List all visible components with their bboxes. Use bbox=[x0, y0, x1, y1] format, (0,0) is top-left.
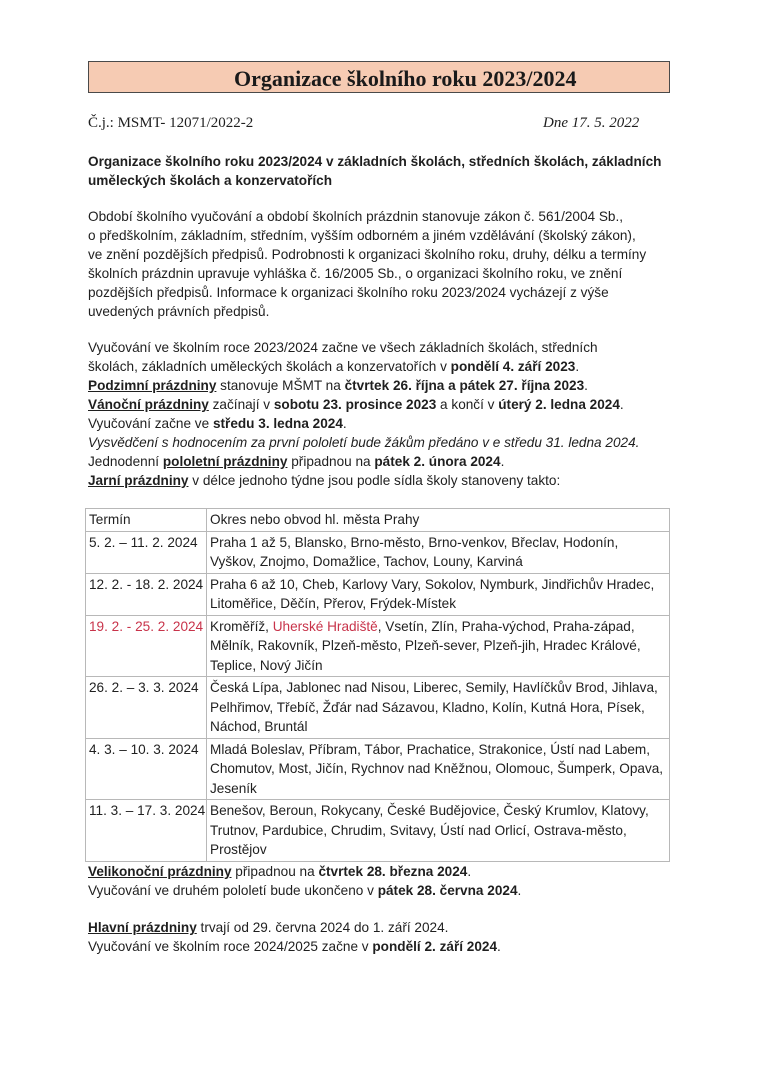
christmas-holidays-label: Vánoční prázdniny bbox=[88, 397, 209, 412]
autumn-holidays-dates: čtvrtek 26. října a pátek 27. října 2023 bbox=[344, 378, 585, 393]
punctuation: . bbox=[497, 939, 501, 954]
document-date: Dne 17. 5. 2022 bbox=[543, 115, 640, 131]
punctuation: . bbox=[619, 397, 624, 412]
districts-cell: Mladá Boleslav, Příbram, Tábor, Prachatice, Strakonice, Ústí nad Labem, Chomutov, Most, Jičín, Rychnov nad Kněžnou, Olomouc, Šumperk, Opava, Jeseník bbox=[207, 738, 670, 800]
punctuation: . bbox=[342, 416, 347, 431]
summer-holidays-text: trvají od 29. června 2024 do 1. září 2024. bbox=[196, 920, 449, 935]
term-end-line bbox=[88, 881, 521, 900]
spring-holidays-table bbox=[85, 508, 670, 862]
intro-line: o předškolním, základním, středním, vyšším odborném a jiném vzdělávání (školský zákon), bbox=[88, 228, 636, 243]
districts-cell: Benešov, Beroun, Rokycany, České Budějovice, Český Krumlov, Klatovy, Trutnov, Pardubice, Chrudim, Svitavy, Ústí nad Orlicí, Ostrava-město, Prostějov bbox=[207, 800, 670, 862]
christmas-text: a končí v bbox=[436, 397, 499, 412]
intro-line: školních prázdnin upravuje vyhláška č. 16/2005 Sb., o organizaci školního roku, ve znění bbox=[88, 266, 623, 281]
term-end-text: Vyučování ve druhém pololetí bude ukončeno v bbox=[88, 883, 378, 898]
term-cell: 11. 3. – 17. 3. 2024 bbox=[86, 800, 207, 862]
half-term-text: připadnou na bbox=[287, 454, 375, 469]
document-title: Organizace školního roku 2023/2024 bbox=[234, 66, 577, 91]
table-row bbox=[86, 800, 670, 862]
spring-holidays-text: v délce jednoho týdne jsou podle sídla školy stanoveny takto: bbox=[188, 473, 561, 488]
districts-cell: Praha 6 až 10, Cheb, Karlovy Vary, Sokolov, Nymburk, Jindřichův Hradec, Litoměřice, Děčín, Přerov, Frýdek-Místek bbox=[207, 573, 670, 615]
spring-holidays-label: Jarní prázdniny bbox=[88, 473, 189, 488]
term-cell: 5. 2. – 11. 2. 2024 bbox=[86, 531, 207, 573]
resume-text: Vyučování začne ve bbox=[88, 416, 213, 431]
term-end-date: pátek 28. června 2024 bbox=[377, 883, 518, 898]
summer-holidays-label: Hlavní prázdniny bbox=[88, 920, 197, 935]
districts-cell: Praha 1 až 5, Blansko, Brno-město, Brno-venkov, Břeclav, Hodonín, Vyškov, Znojmo, Domažlice, Tachov, Louny, Karviná bbox=[207, 531, 670, 573]
table-header-cell: Okres nebo obvod hl. města Prahy bbox=[207, 509, 670, 532]
table-row bbox=[86, 573, 670, 615]
school-start-line-2 bbox=[88, 357, 579, 376]
next-year-text: Vyučování ve školním roce 2024/2025 začne v bbox=[88, 939, 373, 954]
district-text: Kroměříž, bbox=[210, 618, 273, 634]
districts-cell: Česká Lípa, Jablonec nad Nisou, Liberec, Semily, Havlíčkův Brod, Jihlava, Pelhřimov, Třebíč, Žďár nad Sázavou, Kladno, Kolín, Kutná Hora, Písek, Náchod, Bruntál bbox=[207, 677, 670, 739]
half-term-label: pololetní prázdniny bbox=[162, 454, 288, 469]
half-term-date: pátek 2. února 2024 bbox=[374, 454, 501, 469]
term-cell-highlighted: 19. 2. - 25. 2. 2024 bbox=[86, 615, 207, 677]
autumn-holidays-text: stanovuje MŠMT na bbox=[216, 378, 345, 393]
school-start-text: školách, základních uměleckých školách a konzervatořích v bbox=[88, 359, 451, 374]
districts-cell bbox=[207, 615, 670, 677]
punctuation: . bbox=[467, 864, 472, 879]
christmas-start-date: sobotu 23. prosince 2023 bbox=[273, 397, 437, 412]
table-row bbox=[86, 531, 670, 573]
title-banner bbox=[88, 61, 670, 93]
half-term-line bbox=[88, 452, 504, 471]
table-header-cell: Termín bbox=[86, 509, 207, 532]
easter-text: připadnou na bbox=[231, 864, 319, 879]
summer-holidays-line bbox=[88, 918, 448, 937]
autumn-holidays-line bbox=[88, 376, 588, 395]
term-cell: 4. 3. – 10. 3. 2024 bbox=[86, 738, 207, 800]
reference-number: Č.j.: MSMT- 12071/2022-2 bbox=[88, 115, 254, 131]
easter-holidays-line bbox=[88, 862, 471, 881]
district-text: , Vsetín, Zlín, Praha-východ, Praha-západ, Mělník, Rakovník, Plzeň-město, Plzeň-sever, Plzeň-jih, Hradec Králové, Teplice, Nový Jičín bbox=[210, 618, 641, 673]
table-row bbox=[86, 615, 670, 677]
resume-line bbox=[88, 414, 347, 433]
school-start-line-1: Vyučování ve školním roce 2023/2024 začne ve všech základních školách, středních bbox=[88, 340, 598, 355]
district-highlighted: Uherské Hradiště bbox=[272, 618, 378, 634]
intro-line: ve znění pozdějších předpisů. Podrobnosti k organizaci školního roku, druhy, délku a termíny bbox=[88, 247, 647, 262]
christmas-holidays-line bbox=[88, 395, 624, 414]
autumn-holidays-label: Podzimní prázdniny bbox=[88, 378, 217, 393]
resume-date: středu 3. ledna 2024 bbox=[212, 416, 343, 431]
school-start-date: pondělí 4. září 2023 bbox=[450, 359, 576, 374]
subtitle-line-1: Organizace školního roku 2023/2024 v základních školách, středních školách, základních bbox=[88, 154, 662, 169]
report-card-line: Vysvědčení s hodnocením za první pololetí bude žákům předáno v e středu 31. ledna 2024. bbox=[88, 435, 640, 450]
punctuation: . bbox=[575, 359, 580, 374]
term-cell: 26. 2. – 3. 3. 2024 bbox=[86, 677, 207, 739]
intro-line: Období školního vyučování a období školních prázdnin stanovuje zákon č. 561/2004 Sb., bbox=[88, 209, 624, 224]
next-year-start-line bbox=[88, 937, 501, 956]
intro-line: uvedených právních předpisů. bbox=[88, 304, 270, 319]
next-year-date: pondělí 2. září 2024 bbox=[372, 939, 498, 954]
term-cell: 12. 2. - 18. 2. 2024 bbox=[86, 573, 207, 615]
punctuation: . bbox=[500, 454, 505, 469]
table-row bbox=[86, 677, 670, 739]
half-term-text: Jednodenní bbox=[88, 454, 163, 469]
spring-holidays-line bbox=[88, 471, 560, 490]
punctuation: . bbox=[517, 883, 522, 898]
intro-line: pozdějších předpisů. Informace k organizaci školního roku 2023/2024 vycházejí z výše bbox=[88, 285, 609, 300]
table-row bbox=[86, 738, 670, 800]
table-header-row bbox=[86, 509, 670, 532]
subtitle-line-2: uměleckých školách a konzervatořích bbox=[88, 173, 333, 188]
christmas-end-date: úterý 2. ledna 2024 bbox=[498, 397, 620, 412]
christmas-text: začínají v bbox=[208, 397, 274, 412]
punctuation: . bbox=[584, 378, 588, 393]
easter-holidays-label: Velikonoční prázdniny bbox=[88, 864, 232, 879]
easter-date: čtvrtek 28. března 2024 bbox=[318, 864, 468, 879]
